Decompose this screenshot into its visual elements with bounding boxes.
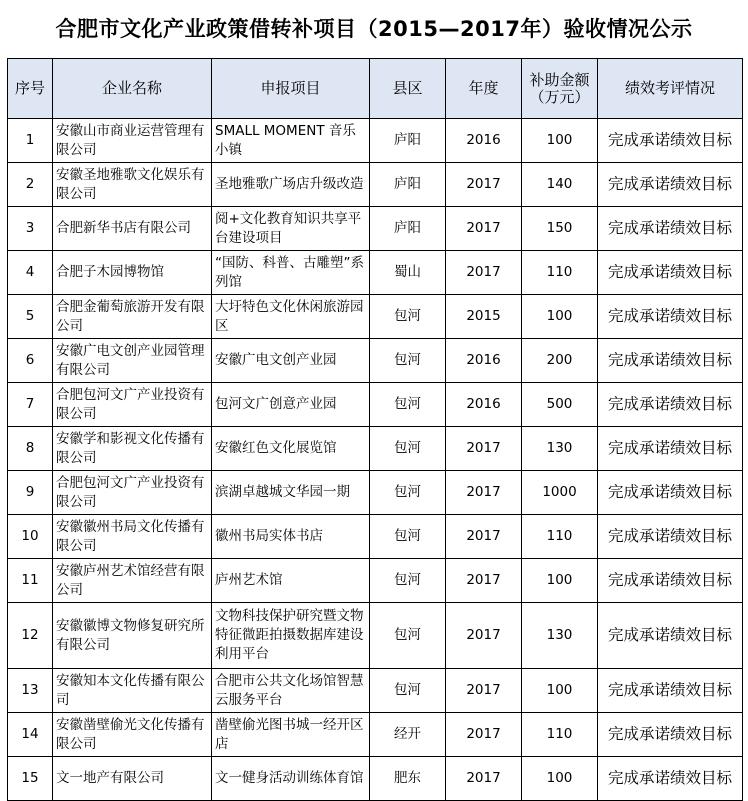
cell-project: 文一健身活动训练体育馆 [212, 757, 370, 801]
cell-amount: 110 [522, 713, 598, 757]
cell-project: SMALL MOMENT 音乐小镇 [212, 119, 370, 163]
cell-district: 包河 [370, 669, 446, 713]
cell-company: 安徽山市商业运营管理有限公司 [53, 119, 212, 163]
cell-amount: 500 [522, 383, 598, 427]
table-row [8, 251, 743, 295]
cell-evaluation: 完成承诺绩效目标 [598, 669, 743, 713]
cell-amount: 100 [522, 119, 598, 163]
cell-project: 凿壁偷光图书城一经开区店 [212, 713, 370, 757]
cell-seq: 1 [8, 119, 53, 163]
cell-amount: 100 [522, 669, 598, 713]
cell-amount: 110 [522, 251, 598, 295]
cell-district: 包河 [370, 559, 446, 603]
cell-evaluation: 完成承诺绩效目标 [598, 339, 743, 383]
cell-seq: 12 [8, 603, 53, 669]
cell-project: 圣地雅歌广场店升级改造 [212, 163, 370, 207]
cell-evaluation: 完成承诺绩效目标 [598, 207, 743, 251]
cell-year: 2017 [446, 515, 522, 559]
table-row [8, 471, 743, 515]
table-row [8, 339, 743, 383]
header-amount-line1: 补助金额 [529, 70, 590, 89]
table-row [8, 559, 743, 603]
cell-year: 2015 [446, 295, 522, 339]
cell-seq: 5 [8, 295, 53, 339]
cell-seq: 7 [8, 383, 53, 427]
cell-amount: 1000 [522, 471, 598, 515]
cell-district: 肥东 [370, 757, 446, 801]
cell-district: 庐阳 [370, 119, 446, 163]
cell-amount: 140 [522, 163, 598, 207]
cell-year: 2017 [446, 427, 522, 471]
cell-company: 安徽学和影视文化传播有限公司 [53, 427, 212, 471]
cell-company: 安徽圣地雅歌文化娱乐有限公司 [53, 163, 212, 207]
cell-year: 2017 [446, 251, 522, 295]
cell-evaluation: 完成承诺绩效目标 [598, 295, 743, 339]
table-row [8, 163, 743, 207]
cell-year: 2017 [446, 559, 522, 603]
cell-project: 阅+文化教育知识共享平台建设项目 [212, 207, 370, 251]
header-evaluation: 绩效考评情况 [598, 59, 743, 119]
cell-project: 滨湖卓越城文华园一期 [212, 471, 370, 515]
cell-amount: 100 [522, 295, 598, 339]
cell-seq: 13 [8, 669, 53, 713]
cell-project: 徽州书局实体书店 [212, 515, 370, 559]
header-project: 申报项目 [212, 59, 370, 119]
cell-seq: 4 [8, 251, 53, 295]
cell-seq: 9 [8, 471, 53, 515]
page-title: 合肥市文化产业政策借转补项目（2015—2017年）验收情况公示 [55, 17, 693, 41]
cell-district: 包河 [370, 339, 446, 383]
cell-project: “国防、科普、古雕塑”系列馆 [212, 251, 370, 295]
cell-evaluation: 完成承诺绩效目标 [598, 603, 743, 669]
cell-company: 安徽凿壁偷光文化传播有限公司 [53, 713, 212, 757]
header-district: 县区 [370, 59, 446, 119]
cell-evaluation: 完成承诺绩效目标 [598, 757, 743, 801]
cell-evaluation: 完成承诺绩效目标 [598, 383, 743, 427]
table-row [8, 515, 743, 559]
cell-amount: 130 [522, 427, 598, 471]
cell-seq: 6 [8, 339, 53, 383]
cell-seq: 15 [8, 757, 53, 801]
cell-year: 2016 [446, 383, 522, 427]
cell-project: 包河文广创意产业园 [212, 383, 370, 427]
cell-project: 安徽广电文创产业园 [212, 339, 370, 383]
cell-year: 2016 [446, 119, 522, 163]
table-row [8, 603, 743, 669]
header-seq: 序号 [8, 59, 53, 119]
cell-year: 2017 [446, 471, 522, 515]
cell-amount: 150 [522, 207, 598, 251]
cell-amount: 100 [522, 559, 598, 603]
table-row [8, 757, 743, 801]
cell-company: 合肥新华书店有限公司 [53, 207, 212, 251]
cell-evaluation: 完成承诺绩效目标 [598, 427, 743, 471]
cell-district: 包河 [370, 515, 446, 559]
table-row [8, 207, 743, 251]
header-amount-line2: （万元） [529, 87, 590, 106]
cell-year: 2017 [446, 757, 522, 801]
header-year: 年度 [446, 59, 522, 119]
cell-district: 庐阳 [370, 163, 446, 207]
cell-seq: 14 [8, 713, 53, 757]
cell-seq: 11 [8, 559, 53, 603]
cell-amount: 200 [522, 339, 598, 383]
cell-company: 安徽广电文创产业园管理有限公司 [53, 339, 212, 383]
cell-district: 包河 [370, 295, 446, 339]
cell-evaluation: 完成承诺绩效目标 [598, 713, 743, 757]
table-row [8, 669, 743, 713]
cell-company: 合肥包河文广产业投资有限公司 [53, 471, 212, 515]
cell-district: 包河 [370, 383, 446, 427]
cell-seq: 8 [8, 427, 53, 471]
cell-company: 合肥金葡萄旅游开发有限公司 [53, 295, 212, 339]
cell-district: 包河 [370, 603, 446, 669]
cell-evaluation: 完成承诺绩效目标 [598, 471, 743, 515]
cell-company: 安徽知本文化传播有限公司 [53, 669, 212, 713]
cell-evaluation: 完成承诺绩效目标 [598, 559, 743, 603]
cell-evaluation: 完成承诺绩效目标 [598, 251, 743, 295]
cell-district: 包河 [370, 471, 446, 515]
cell-seq: 3 [8, 207, 53, 251]
cell-district: 经开 [370, 713, 446, 757]
cell-year: 2017 [446, 207, 522, 251]
cell-year: 2017 [446, 603, 522, 669]
cell-seq: 10 [8, 515, 53, 559]
cell-company: 文一地产有限公司 [53, 757, 212, 801]
cell-year: 2017 [446, 163, 522, 207]
cell-company: 安徽庐州艺术馆经营有限公司 [53, 559, 212, 603]
table-row [8, 383, 743, 427]
projects-table [7, 58, 743, 801]
cell-evaluation: 完成承诺绩效目标 [598, 515, 743, 559]
cell-amount: 110 [522, 515, 598, 559]
table-row [8, 295, 743, 339]
cell-amount: 100 [522, 757, 598, 801]
cell-project: 合肥市公共文化场馆智慧云服务平台 [212, 669, 370, 713]
table-row [8, 713, 743, 757]
cell-company: 合肥包河文广产业投资有限公司 [53, 383, 212, 427]
cell-district: 蜀山 [370, 251, 446, 295]
cell-seq: 2 [8, 163, 53, 207]
cell-evaluation: 完成承诺绩效目标 [598, 163, 743, 207]
cell-evaluation: 完成承诺绩效目标 [598, 119, 743, 163]
cell-project: 文物科技保护研究暨文物特征微距拍摄数据库建设利用平台 [212, 603, 370, 669]
table-row [8, 119, 743, 163]
cell-district: 包河 [370, 427, 446, 471]
cell-company: 安徽徽州书局文化传播有限公司 [53, 515, 212, 559]
header-amount [522, 59, 598, 119]
cell-company: 安徽徽博文物修复研究所有限公司 [53, 603, 212, 669]
cell-amount: 130 [522, 603, 598, 669]
cell-project: 安徽红色文化展览馆 [212, 427, 370, 471]
cell-district: 庐阳 [370, 207, 446, 251]
cell-project: 大圩特色文化休闲旅游园区 [212, 295, 370, 339]
cell-project: 庐州艺术馆 [212, 559, 370, 603]
cell-company: 合肥子木园博物馆 [53, 251, 212, 295]
table-row [8, 427, 743, 471]
cell-year: 2017 [446, 669, 522, 713]
header-company: 企业名称 [53, 59, 212, 119]
cell-year: 2017 [446, 713, 522, 757]
cell-year: 2016 [446, 339, 522, 383]
table-header-row [8, 59, 743, 119]
